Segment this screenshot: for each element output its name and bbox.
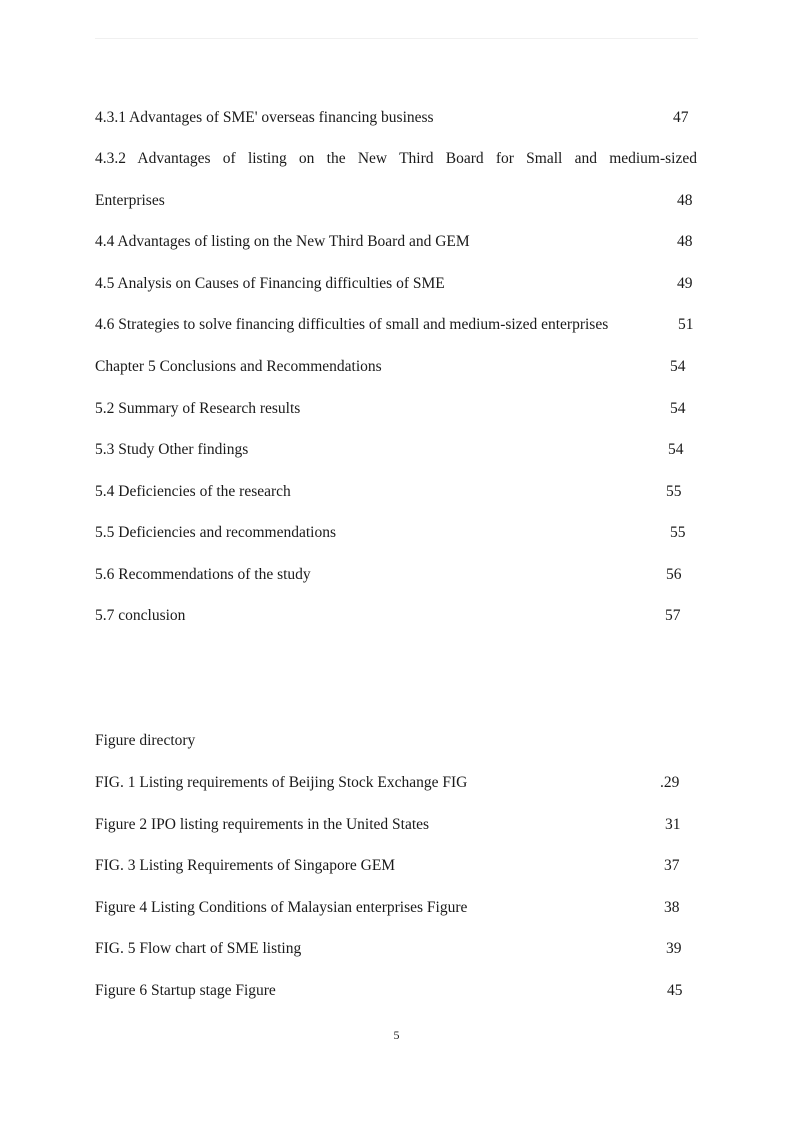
toc-entry-title: 5.5 Deficiencies and recommendations xyxy=(95,524,337,541)
figure-entry-title: FIG. 1 Listing requirements of Beijing Stock Exchange FIG xyxy=(95,774,468,791)
toc-entry-page: 55 xyxy=(666,483,682,500)
toc-entry-page: 54 xyxy=(668,441,684,458)
toc-entry-page: 51 xyxy=(678,316,694,333)
figure-entry-page: 38 xyxy=(664,899,680,916)
toc-entry-title: 5.4 Deficiencies of the research xyxy=(95,483,291,500)
figure-entry-title: Figure 6 Startup stage Figure xyxy=(95,982,276,999)
toc-entry-title: 5.6 Recommendations of the study xyxy=(95,566,311,583)
toc-entry-page: 47 xyxy=(673,109,689,126)
figure-entry-title: FIG. 3 Listing Requirements of Singapore GEM xyxy=(95,857,396,874)
toc-entry-title: 5.2 Summary of Research results xyxy=(95,400,301,417)
toc-entry-title: 4.6 Strategies to solve financing difficulties of small and medium-sized enterprises xyxy=(95,316,609,333)
figure-entry-page: 31 xyxy=(665,816,681,833)
figure-entry-title: Figure 4 Listing Conditions of Malaysian enterprises Figure xyxy=(95,899,468,916)
header-rule xyxy=(95,38,698,39)
toc-entry-title: 5.7 conclusion xyxy=(95,607,186,624)
figure-entry-page: .29 xyxy=(660,774,680,791)
toc-entry-page: 48 xyxy=(677,192,693,209)
toc-entry-page: 56 xyxy=(666,566,682,583)
toc-entry-page: 54 xyxy=(670,400,686,417)
toc-entry-title: 4.4 Advantages of listing on the New Third Board and GEM xyxy=(95,233,470,250)
figure-entry-page: 37 xyxy=(664,857,680,874)
toc-entry-page: 48 xyxy=(677,233,693,250)
figure-directory-heading: Figure directory xyxy=(95,732,196,749)
toc-entry-title: 4.3.1 Advantages of SME' overseas financing business xyxy=(95,109,434,126)
toc-entry-title: 4.5 Analysis on Causes of Financing difficulties of SME xyxy=(95,275,445,292)
toc-entry-page: 49 xyxy=(677,275,693,292)
figure-entry-title: Figure 2 IPO listing requirements in the United States xyxy=(95,816,430,833)
page-number: 5 xyxy=(393,1028,400,1042)
figure-entry-page: 39 xyxy=(666,940,682,957)
figure-entry-title: FIG. 5 Flow chart of SME listing xyxy=(95,940,302,957)
toc-entry-page: 57 xyxy=(665,607,681,624)
toc-entry-title: Chapter 5 Conclusions and Recommendations xyxy=(95,358,382,375)
figure-entry-page: 45 xyxy=(667,982,683,999)
toc-entry-title: Enterprises xyxy=(95,192,165,209)
toc-entry-title: 5.3 Study Other findings xyxy=(95,441,249,458)
toc-entry-title-line1[interactable]: 4.3.2 Advantages of listing on the New Third Board for Small and medium-sized xyxy=(95,150,697,167)
toc-entry-page: 55 xyxy=(670,524,686,541)
toc-entry-page: 54 xyxy=(670,358,686,375)
